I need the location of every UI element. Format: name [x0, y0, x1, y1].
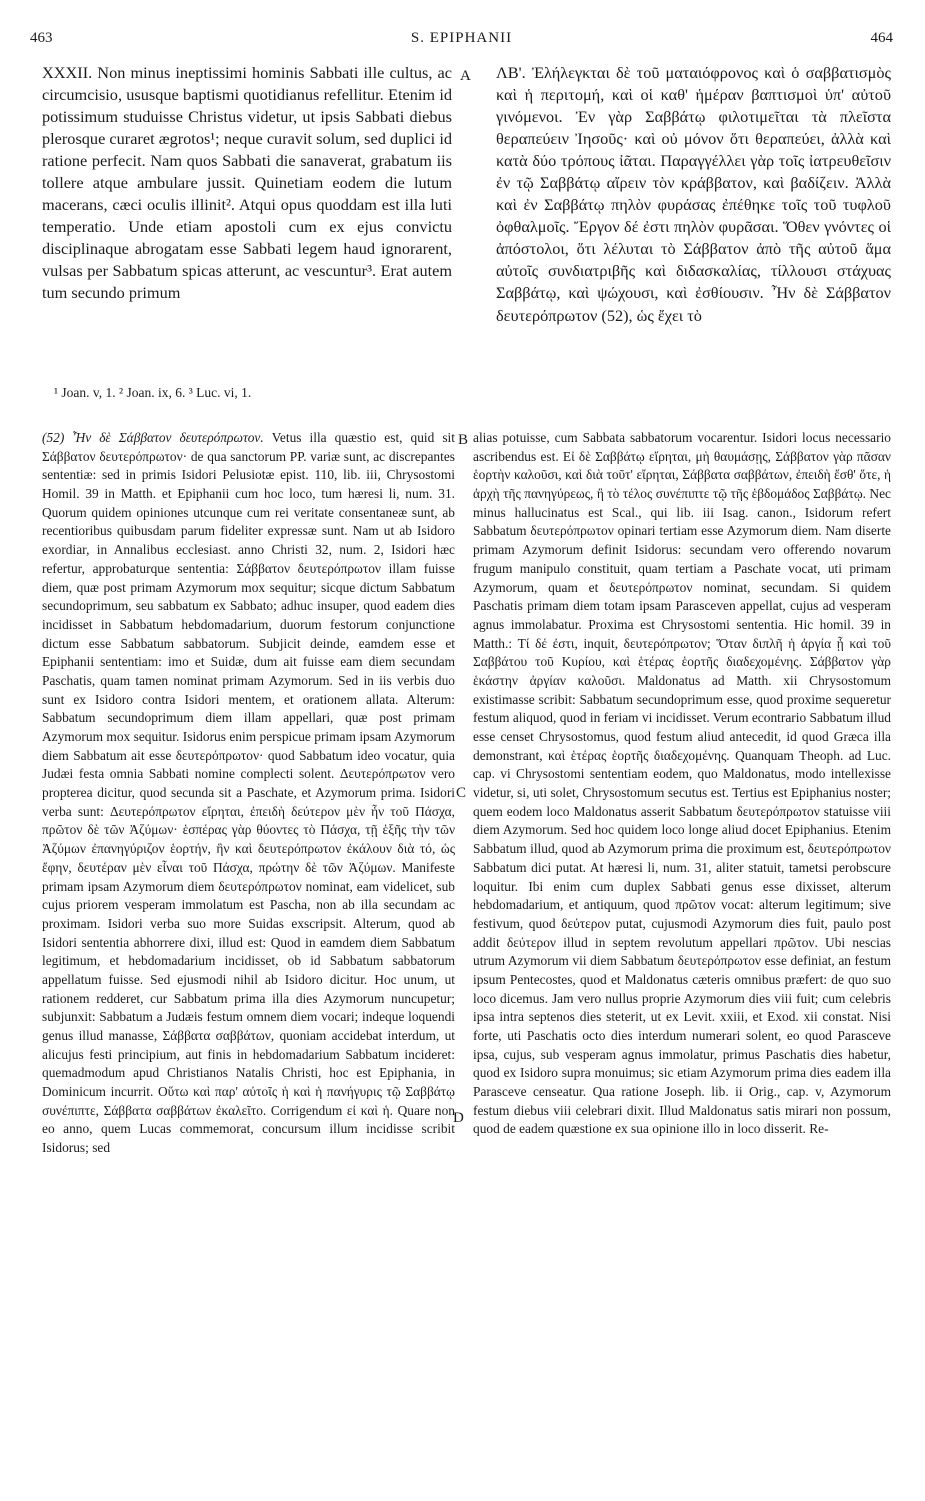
latin-paragraph: XXXII. Non minus ineptissimi hominis Sabbati ille cultus, ac circumcisio, ususque baptismi quotidianus refellitur. Etenim id potissimum studuisse Christus videtur, ut ipsis Sabbati diebus plerosque curaret ægrotos¹; neque curavit solum, sed duplici id ratione perfecit. Nam quos Sabbati die sanaverat, grabatum iis tollere atque ambulare jussit. Quinetiam eodem die lutum macerans, cæci oculis illinit². Atqui opus quoddam est illa luti temperatio. Unde etiam apostoli cum ex ejus convictu disciplinaque abrogatam esse Sabbati legem haud ignorarent, vulsas per Sabbatum spicas atterunt, ac vescuntur³. Erat autem tum secundo primum: [42, 63, 452, 303]
commentary-right-paragraph: alias potuisse, cum Sabbata sabbatorum vocarentur. Isidori locus necessario ascribendus est. Εἰ δὲ Σαββάτῳ εἴρηται, μὴ θαυμάσῃς, Σάββατον γὰρ πᾶσαν ἑορτὴν καλοῦσι, καὶ διὰ τοῦτ' εἴρηται, Σάββατα σαββάτων, ἐπειδὴ ἔσθ' ὅτε, ἡ ἀρχὴ τῆς πανηγύρεως, ἢ τὸ τέλος συνέπιπτε τῷ τῆς ἑβδομάδος Σαββάτῳ. Nec minus hallucinatus est Scal., qui lib. iii Isag. canon., Isidorum refert Sabbatum δευτερόπρωτον opinari tertiam esse Azymorum diem. Nam diserte primam Azymorum definit Isidorus: secundam vero offerendo novarum frugum manipulo constituit, quam tertiam a Paschate vocat, uti primam Azymorum, quam et δευτερόπρωτον nominat, secundam. Si quidem Paschatis primam diem totam ipsam Parasceven appellat, cujus ad vesperam agnus immolabatur. Proxima est Chrysostomi sententia. Hic homil. 39 in Matth.: Τί δέ ἐστι, inquit, δευτερόπρωτον; Ὅταν διπλῆ ἡ ἀργία ᾖ καὶ τοῦ Σαββάτου τοῦ Κυρίου, καὶ ἑτέρας ἑορτῆς διαδεχομένης. Σάββατον γὰρ ἑκάστην ἀργίαν καλοῦσι. Maldonatus ad Matth. xii Chrysostomum existimasse scribit: Sabbatum secundoprimum esse, quod proxime sequeretur festum aliquod, quod in feriam vi incidisset. Verum econtrario Sabbatum illud esse censet Chrysostomus, quod festum aliud antecedit, id quod Græca illa demonstrant, καὶ ἑτέρας ἑορτῆς διαδεχομένης. Quanquam Theoph. ad Luc. cap. vi Chrysostomi sententiam eodem, quo Maldonatus, modo intellexisse videtur, si, uti solet, Chrysostomum secutus est. Tertius est Epiphanius noster; quem eodem loco Maldonatus asserit Sabbatum δευτερόπρωτον statuisse viii diem Azymorum. Sed hoc quidem loco longe aliud docet Epiphanius. Etenim Sabbatum illud, quod ab Azymorum prima die proximum est, δευτερόπρωτον Sabbatum dici putat. At hæresi li, num. 31, aliter statuit, tametsi perobscure loquitur. Ibi enim cum duplex Sabbati genus esse dixisset, alterum hebdomadarium, et antiquum, quod πρῶτον vocat: alterum legitimum; sive festivum, quod δεύτερον putat, cujusmodi Azymorum dies fuit, paulo post addit δεύτερον illud in septem revolutum appellari πρῶτον. Ubi nescias utrum Azymorum vii diem Sabbatum δευτερόπρωτον esse definiat, an festum ipsum Pentecostes, quod et Maldonatus cæteris omnibus præfert: de quo suo loco dicemus. Jam vero nullus proprie Azymorum dies viii fuit; cum celebris ipsa intra septenos dies steterit, ut ex Levit. xxiii, et Exod. xii constat. Nisi forte, uti Paschatis octo dies interdum numerari solent, eo quod Parasceve ipsa, cujus, sub vesperam agnus immolatur, primus Paschatis dies habetur, quod ex Isidoro supra monuimus; sic etiam Azymorum prima dies eadem illa Parasceve censeatur. Qua ratione Joseph. lib. ii Orig., cap. v, Azymorum festum diebus viii celebrari dixit. Illud Maldonatus satis mirari non possum, quod de eadem quæstione ex sua opinione illo in loco disserit. Re-: [473, 430, 891, 1137]
greek-column: [496, 62, 891, 327]
commentary-right-column: [473, 429, 891, 1139]
commentary-lemma: (52) Ἦν δὲ Σάββατον δευτερόπρωτον.: [42, 430, 264, 445]
margin-marker-d: D: [453, 1110, 464, 1126]
commentary-left-column: [42, 429, 455, 1158]
footnotes: ¹ Joan. v, 1. ² Joan. ix, 6. ³ Luc. vi, 1.: [54, 385, 252, 400]
right-page-number: 464: [870, 30, 893, 46]
latin-column: [42, 62, 452, 305]
greek-paragraph: ΛΒ'. Ἐλήλεγκται δὲ τοῦ ματαιόφρονος καὶ ὁ σαββατισμὸς καὶ ἡ περιτομή, καὶ οἱ καθ' ἡμέραν βαπτισμοὶ ὑπ' αὐτοῦ γινόμενοι. Ἐν γὰρ Σαββάτῳ φιλοτιμεῖται τὰ πλεῖστα θεραπεύειν Ἰησοῦς· καὶ οὐ μόνον ὅτι θεραπεύει, ἀλλὰ καὶ κατὰ δύο τρόπους ἰᾶται. Παραγγέλλει γὰρ τοῖς ἰατρευθεῖσιν ἐν τῷ Σαββάτῳ αἴρειν τὸν κράββατον, καὶ βαδίζειν. Ἀλλὰ καὶ ἐν Σαββάτῳ πηλὸν φυράσας ἐπέθηκε τοῖς τοῦ τυφλοῦ ὀφθαλμοῖς. Ἔργον δέ ἐστι πηλὸν φυρᾶσαι. Ὅθεν γνόντες οἱ ἀπόστολοι, ὅτι λέλυται τὸ Σάββατον ἀπὸ τῆς αὐτοῦ ἅμα αὐτοῖς συνδιατριβῆς καὶ διδασκαλίας, τίλλουσι στάχυας Σαββάτῳ, καὶ ψώχουσι, καὶ ἐσθίουσιν. Ἦν δὲ Σάββατον δευτερόπρωτον (52), ὡς ἔχει τὸ: [496, 63, 891, 325]
margin-marker-b: B: [458, 432, 469, 448]
commentary-left-paragraph: [42, 429, 455, 1158]
margin-marker-a: A: [460, 68, 471, 84]
page-title: S. EPIPHANII: [410, 30, 513, 46]
commentary-left-body: Vetus illa quæstio est, quid sit Σάββατον δευτερόπρωτον· de qua sanctorum PP. variæ sunt, ac discrepantes sententiæ: sed in primis Isidori Pelusiotæ epist. 110, lib. iii, Chrysostomi Homil. 39 in Matth. et Epiphanii cum hoc loco, tum hæresi li, num. 31. Quorum quidem opiniones utcunque cum rei veritate consentaneæ sunt, ab recentioribus quibusdam parum fideliter expressæ sunt. Nam ut ab Isidoro exordiar, in Annalibus ecclesiast. anno Christi 32, num. 2, Isidori hæc refertur, approbaturque sententia: Σάββατον δευτερόπρωτον illam fuisse diem, quæ post primam Azymorum mox sequitur; sicque dictum Sabbatum secundoprimum, seu sabbatum ex Sabbato; adhuc insuper, quod eadem dies incidisset in Sabbatum hebdomadarium, duorum festorum conjunctione dictum esse Sabbatum sabbatorum. Subjicit deinde, eamdem esse et Epiphanii sententiam: imo et Suidæ, dum ait fuisse eam diem secundam Paschatis, quam tamen nominat primam Azymorum. Sed in iis verbis duo sunt ex Isidoro contra Isidori mentem, et orationem allata. Alterum: Sabbatum secundoprimum diem illam appellari, quæ post primam Azymorum mox sequitur. Isidorus enim perspicue primam ipsam Azymorum diem Sabbatum ait esse δευτερόπρωτον· quod Sabbatum ideo vocatur, quia Judæi festa omnia Sabbati nomine complecti solent. Δευτερόπρωτον vero propterea dicitur, quod secunda sit a Paschate, et Azymorum prima. Isidori verba sunt: Δευτερόπρωτον εἴρηται, ἐπειδὴ δεύτερον μὲν ἦν τοῦ Πάσχα, πρῶτον δὲ τῶν Ἀζύμων· ἑσπέρας γὰρ θύοντες τὸ Πάσχα, τῇ ἑξῆς τὴν τῶν Ἀζύμων ἐπανηγύριζον ἑορτήν, ἣν καὶ δευτερόπρωτον ἐκάλουν διὰ τό, ὡς ἔφην, δευτέραν μὲν εἶναι τοῦ Πάσχα, πρώτην δὲ τῶν Ἀζύμων. Manifeste primam ipsam Azymorum diem δευτερόπρωτον nominat, eam videlicet, sub cujus priorem vesperam immolatum est Pascha, non ab illa secundam ac proximam. Isidori verba suo more Suidas exscripsit. Alterum, quod ab Isidori sententia abhorrere dixi, illud est: Quod in eamdem diem Sabbatum legitimum, et hebdomadarium incidisset, ob id Sabbatum sabbatorum appellatum fuisse. Sed ejusmodi nihil ab Isidoro dicitur. Hoc unum, ut rationem redderet, cur Sabbatum prima illa dies Azymorum nuncupetur; subjunxit: Sabbatum a Judæis festum omnem diem vocari; indeque loquendi genus illud manasse, Σάββατα σαββάτων, quoniam accidebat interdum, ut alicujus festi principium, aut finis in hebdomadarium Sabbatum incideret: quemadmodum apud Christianos Natalis Christi, hoc est Epiphania, in Dominicum incurrit. Οὕτω καὶ παρ' αὐτοῖς ἡ καὶ ἡ πανήγυρις τῷ Σαββάτῳ συνέπιπτε, Σάββατα σαββάτων ἐκαλεῖτο. Corrigendum εἰ καὶ ἡ. Quare non eo anno, quem Lucas commemorat, concursum illum incidisse scribit Isidorus; sed: [42, 430, 456, 1156]
margin-marker-c: C: [456, 785, 467, 801]
running-header: [30, 30, 893, 52]
left-page-number: 463: [30, 30, 53, 46]
